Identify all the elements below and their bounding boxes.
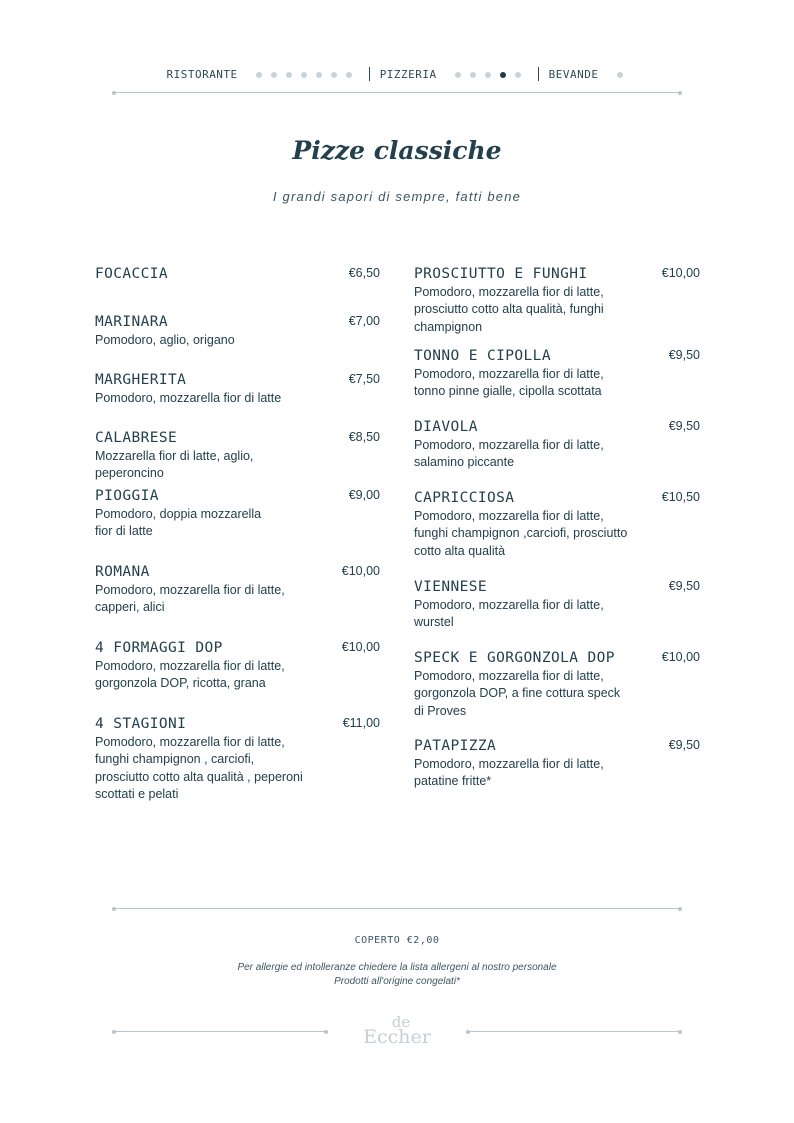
menu-item-price: €10,00 <box>661 650 700 664</box>
nav-section-bevande[interactable] <box>549 65 628 83</box>
nav-dots <box>451 65 526 83</box>
menu-item-description: Pomodoro, mozzarella fior di latte, gorgonzola DOP, ricotta, grana <box>95 659 285 691</box>
menu-item-name: PROSCIUTTO E FUNGHI <box>414 266 588 282</box>
top-navigation <box>0 64 794 84</box>
menu-item-description: Pomodoro, mozzarella fior di latte, prosciutto cotto alta qualità, funghi champignon <box>414 285 604 334</box>
footer-divider <box>114 908 680 909</box>
nav-dot[interactable] <box>271 72 277 78</box>
menu-item-price: €11,00 <box>342 716 380 730</box>
menu-item-description: Pomodoro, mozzarella fior di latte, funghi champignon , carciofi, prosciutto cotto alta qualità , peperoni scottati e pelati <box>95 735 303 801</box>
menu-item-description: Pomodoro, mozzarella fior di latte, patatine fritte* <box>414 757 604 789</box>
menu-item <box>95 638 380 693</box>
menu-item-header <box>95 428 380 448</box>
menu-item-description: Pomodoro, aglio, origano <box>95 333 235 347</box>
nav-separator <box>538 67 539 81</box>
cover-charge: COPERTO €2,00 <box>354 935 440 946</box>
nav-dot[interactable] <box>485 72 491 78</box>
menu-item-price: €10,00 <box>341 564 380 578</box>
menu-item-price: €9,50 <box>668 738 700 752</box>
frozen-note-line: Prodotti all'origine congelati* <box>334 975 460 987</box>
menu-item-header <box>95 486 380 506</box>
menu-item <box>414 648 700 720</box>
menu-item <box>95 312 380 349</box>
menu-item-name: 4 STAGIONI <box>95 716 187 732</box>
menu-item-price: €8,50 <box>348 430 380 444</box>
menu-item <box>95 264 380 284</box>
page-subtitle: I grandi sapori di sempre, fatti bene <box>272 189 522 204</box>
allergen-note-line: Per allergie ed intolleranze chiedere la lista allergeni al nostro personale <box>237 962 557 973</box>
menu-item-name: FOCACCIA <box>95 266 169 282</box>
nav-section-ristorante[interactable] <box>166 65 356 83</box>
menu-item-header <box>414 417 700 437</box>
nav-dot-active[interactable] <box>500 72 506 78</box>
menu-item-header <box>95 714 380 734</box>
page-title: Pizze classiche <box>292 136 502 165</box>
menu-item-price: €7,00 <box>348 314 380 328</box>
menu-item-header <box>95 370 380 390</box>
menu-item-header <box>95 312 380 332</box>
nav-dot[interactable] <box>286 72 292 78</box>
logo-line: de <box>391 1013 411 1031</box>
nav-label[interactable]: BEVANDE <box>548 67 599 81</box>
allergen-note <box>0 961 794 988</box>
menu-item-price: €10,00 <box>661 266 700 280</box>
menu-item-price: €9,00 <box>348 488 380 502</box>
menu-item-header <box>95 562 380 582</box>
nav-separator <box>369 67 370 81</box>
nav-dot[interactable] <box>346 72 352 78</box>
nav-label[interactable]: PIZZERIA <box>379 67 437 81</box>
nav-dot[interactable] <box>470 72 476 78</box>
menu-item-name: CALABRESE <box>95 430 178 446</box>
menu-item-description: Pomodoro, mozzarella fior di latte, salamino piccante <box>414 438 604 470</box>
menu-item-name: PIOGGIA <box>95 488 159 504</box>
header-divider <box>114 92 680 93</box>
menu-item-price: €9,50 <box>668 579 700 593</box>
menu-item-description: Pomodoro, mozzarella fior di latte, gorgonzola DOP, a fine cottura speck di Proves <box>414 669 621 718</box>
menu-item-description: Pomodoro, mozzarella fior di latte, tonno pinne gialle, cipolla scottata <box>414 367 604 399</box>
menu-item-header <box>414 488 700 508</box>
nav-dot[interactable] <box>455 72 461 78</box>
menu-item-name: MARGHERITA <box>95 372 187 388</box>
menu-item-name: 4 FORMAGGI DOP <box>95 640 223 656</box>
menu-item <box>95 370 380 407</box>
menu-item-description: Pomodoro, mozzarella fior di latte, funghi champignon ,carciofi, prosciutto cotto alta qualità <box>414 509 628 558</box>
menu-item-description: Pomodoro, mozzarella fior di latte, wurstel <box>414 598 604 630</box>
menu-item-name: DIAVOLA <box>414 419 478 435</box>
menu-item-name: SPECK E GORGONZOLA DOP <box>414 650 615 666</box>
menu-item-name: TONNO E CIPOLLA <box>414 348 551 364</box>
menu-item <box>414 577 700 632</box>
menu-item <box>95 486 380 541</box>
menu-item-header <box>414 648 700 668</box>
menu-item-header <box>95 638 380 658</box>
nav-dot[interactable] <box>617 72 623 78</box>
menu-item-name: MARINARA <box>95 314 169 330</box>
menu-item-name: VIENNESE <box>414 579 488 595</box>
menu-item-price: €10,00 <box>341 640 380 654</box>
menu-item <box>95 428 380 483</box>
menu-item-price: €9,50 <box>668 348 700 362</box>
menu-item <box>414 346 700 401</box>
logo-line: Eccher <box>363 1026 431 1048</box>
nav-dot[interactable] <box>256 72 262 78</box>
menu-item <box>95 562 380 617</box>
menu-item-name: ROMANA <box>95 564 150 580</box>
menu-item-price: €7,50 <box>348 372 380 386</box>
menu-item-header <box>414 264 700 284</box>
menu-item-name: PATAPIZZA <box>414 738 497 754</box>
menu-item <box>414 417 700 472</box>
menu-item-name: CAPRICCIOSA <box>414 490 515 506</box>
nav-label[interactable]: RISTORANTE <box>166 67 238 81</box>
nav-dot[interactable] <box>331 72 337 78</box>
menu-item <box>414 264 700 336</box>
nav-dots <box>252 65 357 83</box>
menu-item-header <box>95 264 380 284</box>
nav-dot[interactable] <box>316 72 322 78</box>
menu-item-description: Mozzarella fior di latte, aglio, peperoncino <box>95 449 254 481</box>
menu-item <box>95 714 380 803</box>
menu-item-header <box>414 736 700 756</box>
menu-item-header <box>414 346 700 366</box>
nav-section-pizzeria[interactable] <box>380 65 526 83</box>
footer-divider-left <box>114 1031 326 1032</box>
nav-dots <box>613 65 628 83</box>
menu-item <box>414 488 700 560</box>
footer-divider-right <box>468 1031 680 1032</box>
menu-item-price: €9,50 <box>668 419 700 433</box>
menu-item-price: €6,50 <box>348 266 380 280</box>
menu-item-description: Pomodoro, mozzarella fior di latte, capperi, alici <box>95 583 285 615</box>
menu-item-description: Pomodoro, doppia mozzarella fior di latte <box>95 507 262 539</box>
nav-dot[interactable] <box>301 72 307 78</box>
menu-item-header <box>414 577 700 597</box>
menu-item <box>414 736 700 791</box>
nav-dot[interactable] <box>515 72 521 78</box>
menu-item-price: €10,50 <box>661 490 700 504</box>
brand-logo <box>347 1013 447 1048</box>
menu-item-description: Pomodoro, mozzarella fior di latte <box>95 391 282 405</box>
